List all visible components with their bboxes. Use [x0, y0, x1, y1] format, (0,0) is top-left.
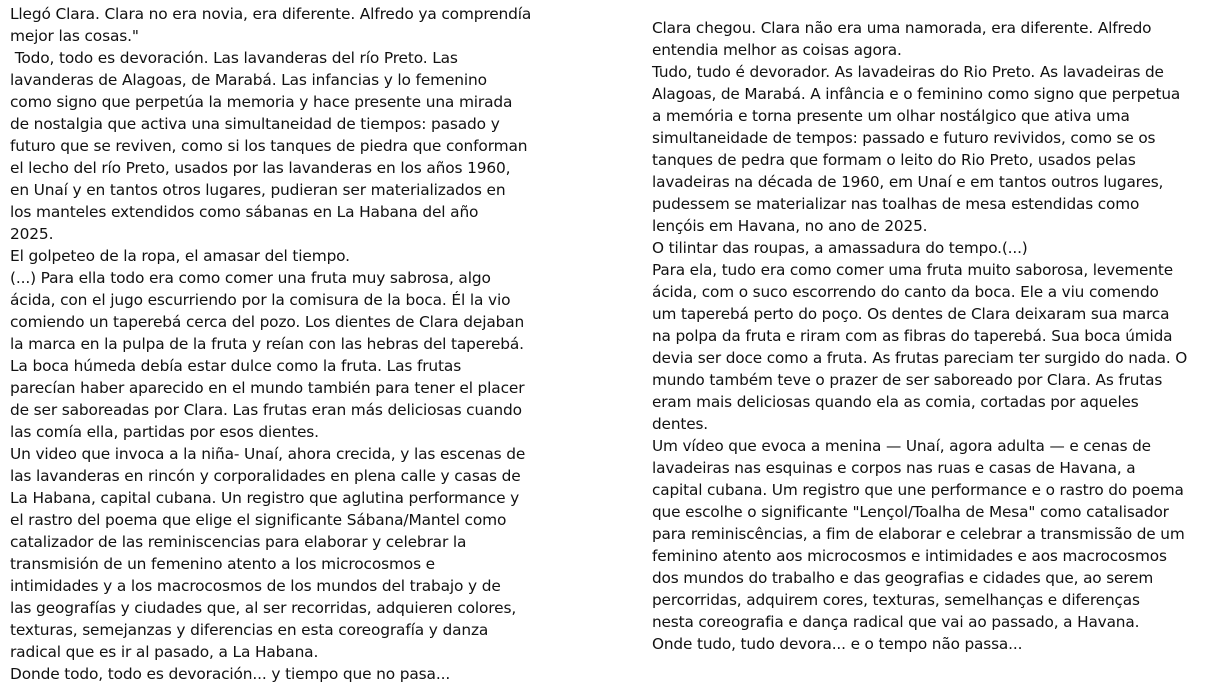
text-line: mundo também teve o prazer de ser saboreado por Clara. As frutas	[652, 371, 1163, 389]
text-line: Todo, todo es devoración. Las lavanderas del río Preto. Las	[10, 49, 458, 67]
text-line: las comía ella, partidas por esos dientes.	[10, 423, 319, 441]
spanish-text-column	[10, 3, 555, 685]
text-line: lençóis em Havana, no ano de 2025.	[652, 217, 928, 235]
text-line: mejor las cosas."	[10, 27, 139, 45]
text-line: de ser saboreadas por Clara. Las frutas eran más deliciosas cuando	[10, 401, 522, 419]
text-line: El golpeteo de la ropa, el amasar del tiempo.	[10, 247, 350, 265]
text-line: tanques de pedra que formam o leito do Rio Preto, usados pelas	[652, 151, 1136, 169]
text-line: capital cubana. Um registro que une performance e o rastro do poema	[652, 481, 1184, 499]
text-line: las lavanderas en rincón y corporalidades en plena calle y casas de	[10, 467, 521, 485]
text-line: la marca en la pulpa de la fruta y reían con las hebras del taperebá.	[10, 335, 524, 353]
text-line: Para ela, tudo era como comer uma fruta muito saborosa, levemente	[652, 261, 1173, 279]
text-line: Donde todo, todo es devoración... y tiempo que no pasa...	[10, 665, 451, 683]
text-line: a memória e torna presente um olhar nostálgico que ativa uma	[652, 107, 1130, 125]
text-line: texturas, semejanzas y diferencias en esta coreografía y danza	[10, 621, 489, 639]
text-line: lavanderas de Alagoas, de Marabá. Las infancias y lo femenino	[10, 71, 487, 89]
text-line: entendia melhor as coisas agora.	[652, 41, 902, 59]
text-line: como signo que perpetúa la memoria y hace presente una mirada	[10, 93, 513, 111]
portuguese-text-column	[652, 17, 1214, 655]
text-line: La Habana, capital cubana. Un registro que aglutina performance y	[10, 489, 520, 507]
text-line: um taperebá perto do poço. Os dentes de Clara deixaram sua marca	[652, 305, 1170, 323]
text-line: nesta coreografia e dança radical que vai ao passado, a Havana.	[652, 613, 1140, 631]
text-line: La boca húmeda debía estar dulce como la fruta. Las frutas	[10, 357, 462, 375]
text-line: intimidades y a los macrocosmos de los mundos del trabajo y de	[10, 577, 501, 595]
text-line: dos mundos do trabalho e das geografias e cidades que, ao serem	[652, 569, 1154, 587]
text-line: Tudo, tudo é devorador. As lavadeiras do Rio Preto. As lavadeiras de	[652, 63, 1164, 81]
text-line: Onde tudo, tudo devora... e o tempo não passa...	[652, 635, 1023, 653]
text-line: el lecho del río Preto, usados por las lavanderas en los años 1960,	[10, 159, 511, 177]
text-line: el rastro del poema que elige el significante Sábana/Mantel como	[10, 511, 507, 529]
text-line: na polpa da fruta e riram com as fibras do taperebá. Sua boca úmida	[652, 327, 1173, 345]
text-line: simultaneidade de tempos: passado e futuro revividos, como se os	[652, 129, 1156, 147]
text-line: eram mais deliciosas quando ela as comia, cortadas por aqueles	[652, 393, 1139, 411]
text-line: radical que es ir al pasado, a La Habana.	[10, 643, 319, 661]
text-line: en Unaí y en tantos otros lugares, pudieran ser materializados en	[10, 181, 506, 199]
text-line: ácida, com o suco escorrendo do canto da boca. Ele a viu comendo	[652, 283, 1159, 301]
text-line: comiendo un taperebá cerca del pozo. Los dientes de Clara dejaban	[10, 313, 525, 331]
text-line: transmisión de un femenino atento a los microcosmos e	[10, 555, 435, 573]
text-line: devia ser doce como a fruta. As frutas pareciam ter surgido do nada. O	[652, 349, 1188, 367]
text-line: lavadeiras na década de 1960, em Unaí e em tantos outros lugares,	[652, 173, 1164, 191]
text-line: Clara chegou. Clara não era uma namorada, era diferente. Alfredo	[652, 19, 1152, 37]
text-line: Un video que invoca a la niña- Unaí, ahora crecida, y las escenas de	[10, 445, 526, 463]
text-line: ácida, con el jugo escurriendo por la comisura de la boca. Él la vio	[10, 291, 511, 309]
text-line: parecían haber aparecido en el mundo también para tener el placer	[10, 379, 525, 397]
text-line: O tilintar das roupas, a amassadura do tempo.(...)	[652, 239, 1028, 257]
text-line: percorridas, adquirem cores, texturas, semelhanças e diferenças	[652, 591, 1140, 609]
text-line: (...) Para ella todo era como comer una fruta muy sabrosa, algo	[10, 269, 491, 287]
text-line: para reminiscências, a fim de elaborar e celebrar a transmissão de um	[652, 525, 1185, 543]
text-line: catalizador de las reminiscencias para elaborar y celebrar la	[10, 533, 467, 551]
text-line: lavadeiras nas esquinas e corpos nas ruas e casas de Havana, a	[652, 459, 1136, 477]
text-line: las geografías y ciudades que, al ser recorridas, adquieren colores,	[10, 599, 517, 617]
text-line: pudessem se materializar nas toalhas de mesa estendidas como	[652, 195, 1140, 213]
text-line: Um vídeo que evoca a menina — Unaí, agora adulta — e cenas de	[652, 437, 1151, 455]
text-line: feminino atento aos microcosmos e intimidades e aos macrocosmos	[652, 547, 1167, 565]
text-line: Alagoas, de Marabá. A infância e o feminino como signo que perpetua	[652, 85, 1181, 103]
text-line: futuro que se reviven, como si los tanques de piedra que conforman	[10, 137, 528, 155]
text-line: dentes.	[652, 415, 709, 433]
text-line: 2025.	[10, 225, 54, 243]
text-line: Llegó Clara. Clara no era novia, era diferente. Alfredo ya comprendía	[10, 5, 532, 23]
text-line: que escolhe o significante "Lençol/Toalha de Mesa" como catalisador	[652, 503, 1169, 521]
text-line: los manteles extendidos como sábanas en La Habana del año	[10, 203, 479, 221]
text-line: de nostalgia que activa una simultaneidad de tiempos: pasado y	[10, 115, 500, 133]
